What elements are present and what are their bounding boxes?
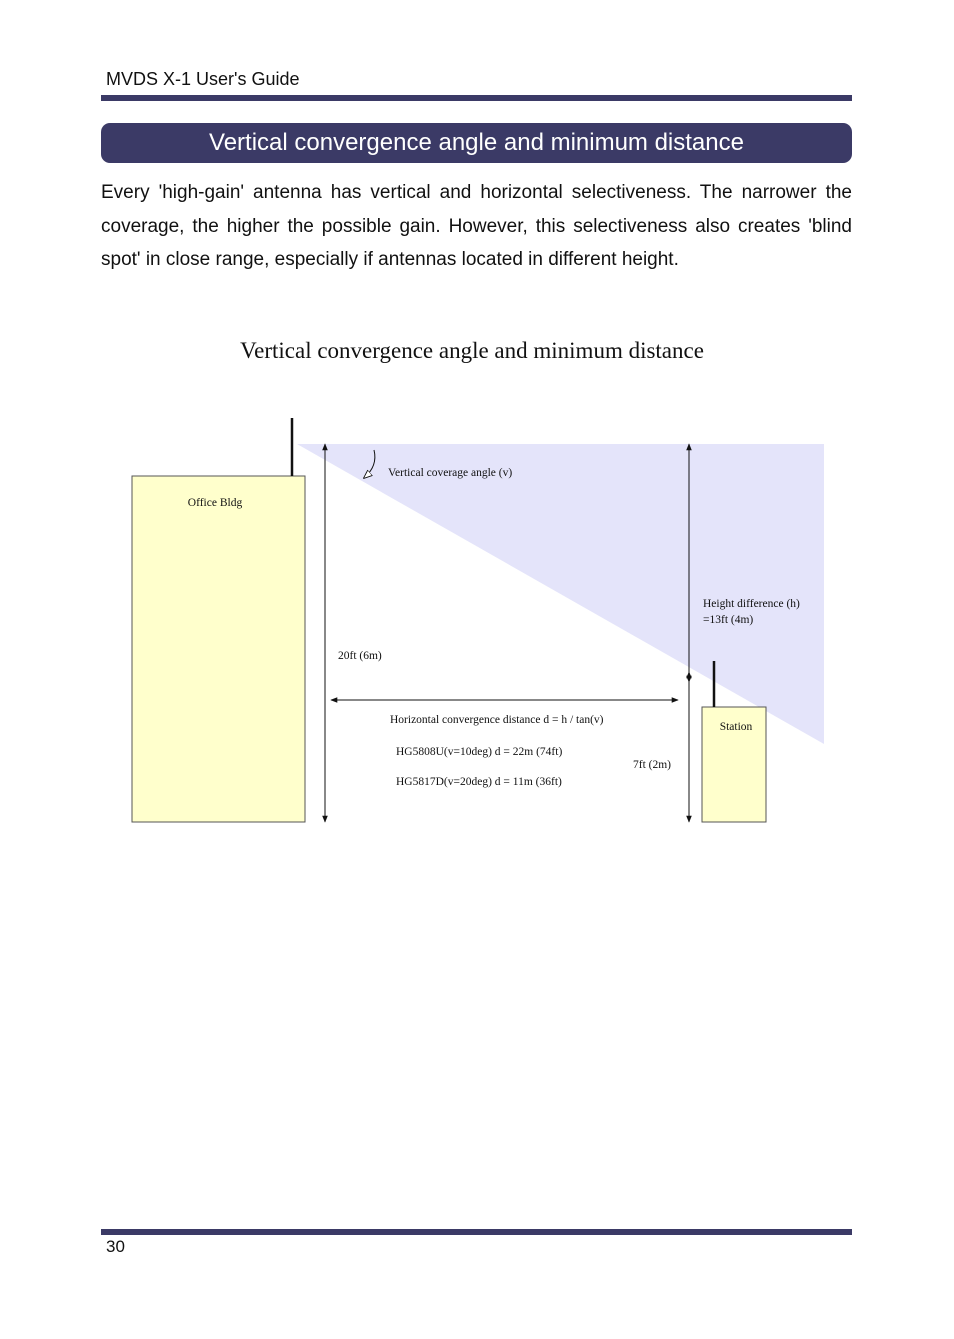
figure-title: Vertical convergence angle and minimum distance [240, 338, 704, 363]
office-building-label: Office Bldg [187, 497, 243, 509]
station-height-label: 7ft (2m) [633, 759, 672, 771]
horizontal-distance-label: Horizontal convergence distance d = h / tan(v) [390, 714, 604, 726]
footer-rule [101, 1229, 852, 1235]
office-height-label: 20ft (6m) [338, 650, 382, 662]
height-difference-value: =13ft (4m) [703, 614, 754, 626]
station-label: Station [719, 721, 753, 733]
height-difference-label: Height difference (h) [703, 598, 800, 610]
coverage-angle-label: Vertical coverage angle (v) [388, 467, 513, 479]
example-hg5817d: HG5817D(v=20deg) d = 11m (36ft) [396, 776, 562, 788]
example-hg5808u: HG5808U(v=10deg) d = 22m (74ft) [396, 746, 563, 758]
coverage-area [297, 444, 824, 744]
office-building [132, 476, 305, 822]
running-header: MVDS X-1 User's Guide [106, 69, 300, 89]
page-number: 30 [106, 1237, 125, 1256]
body-paragraph: Every 'high-gain' antenna has vertical and horizontal selectiveness. The narrower the coverage, the higher the possible gain. However, this selectiveness also creates 'blind spot' in close range, especially if antennas located in different height. [101, 182, 852, 270]
section-title: Vertical convergence angle and minimum distance [101, 123, 852, 163]
